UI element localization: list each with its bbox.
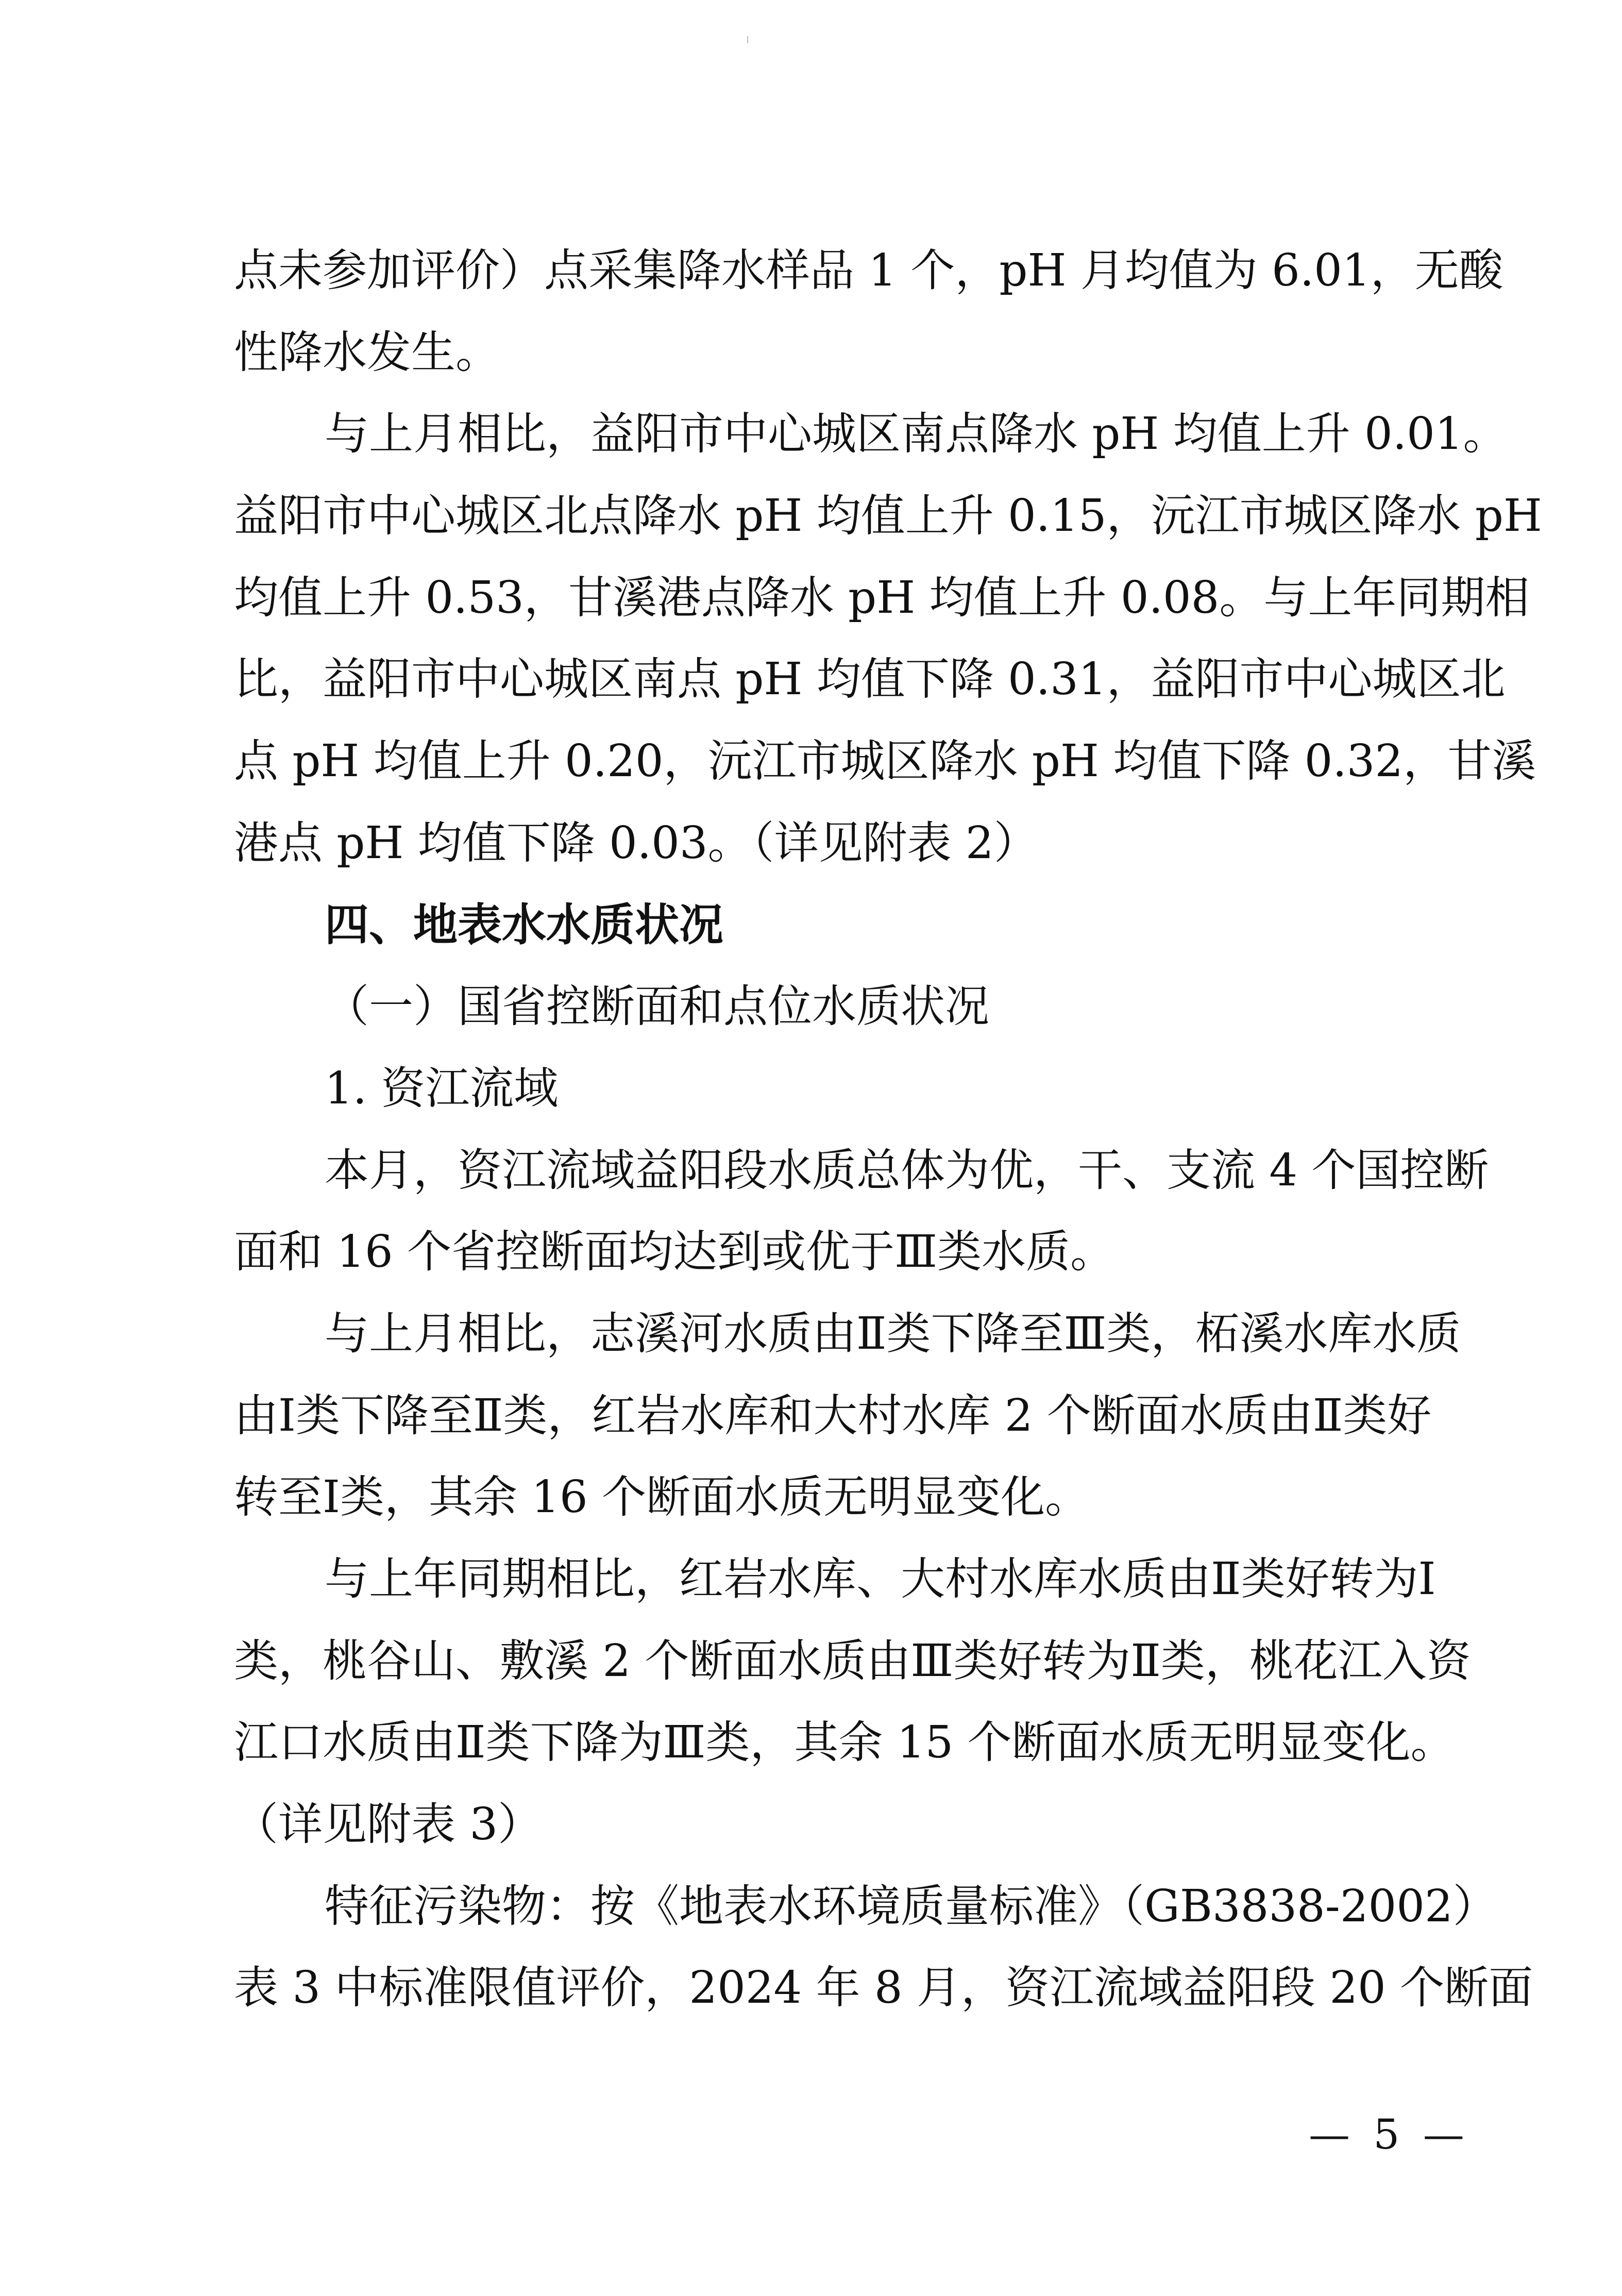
- text-line: 均值上升 0.53，甘溪港点降水 pH 均值上升 0.08。与上年同期相: [234, 572, 1530, 624]
- text-line: 点未参加评价）点采集降水样品 1 个，pH 月均值为 6.01，无酸: [234, 245, 1503, 296]
- text-line: 与上月相比，志溪河水质由Ⅱ类下降至Ⅲ类，柘溪水库水质: [325, 1308, 1461, 1360]
- page-number: — 5 —: [1309, 2110, 1469, 2158]
- text-line: （详见附表 3）: [234, 1799, 543, 1851]
- text-line: 点 pH 均值上升 0.20，沅江市城区降水 pH 均值下降 0.32，甘溪: [234, 735, 1536, 787]
- text-line: 江口水质由Ⅱ类下降为Ⅲ类，其余 15 个断面水质无明显变化。: [234, 1717, 1455, 1769]
- text-line: 本月，资江流域益阳段水质总体为优，干、支流 4 个国控断: [325, 1144, 1489, 1196]
- text-line: 特征污染物：按《地表水环境质量标准》（GB3838-2002）: [325, 1880, 1497, 1932]
- text-line: 1. 资江流域: [325, 1062, 559, 1114]
- text-line: 类，桃谷山、敷溪 2 个断面水质由Ⅲ类好转为Ⅱ类，桃花江入资: [234, 1635, 1471, 1687]
- text-line: 益阳市中心城区北点降水 pH 均值上升 0.15，沅江市城区降水 pH: [234, 490, 1542, 542]
- document-body: [234, 230, 1542, 2029]
- text-line: 港点 pH 均值下降 0.03。（详见附表 2）: [234, 817, 1038, 869]
- scan-mark: [747, 36, 748, 43]
- text-line: 表 3 中标准限值评价，2024 年 8 月，资江流域益阳段 20 个断面: [234, 1962, 1533, 2014]
- text-line: 与上年同期相比，红岩水库、大村水库水质由Ⅱ类好转为Ⅰ: [325, 1553, 1436, 1605]
- text-line: 与上月相比，益阳市中心城区南点降水 pH 均值上升 0.01。: [325, 408, 1508, 460]
- text-line: （一）国省控断面和点位水质状况: [325, 981, 989, 1033]
- text-line: 性降水发生。: [234, 326, 500, 378]
- text-line: 由Ⅰ类下降至Ⅱ类，红岩水库和大村水库 2 个断面水质由Ⅱ类好: [234, 1389, 1432, 1442]
- text-line: 比，益阳市中心城区南点 pH 均值下降 0.31，益阳市中心城区北: [234, 653, 1506, 706]
- text-line: 转至Ⅰ类，其余 16 个断面水质无明显变化。: [234, 1471, 1090, 1523]
- section-heading: 四、地表水水质状况: [325, 898, 723, 951]
- text-line: 面和 16 个省控断面均达到或优于Ⅲ类水质。: [234, 1226, 1115, 1278]
